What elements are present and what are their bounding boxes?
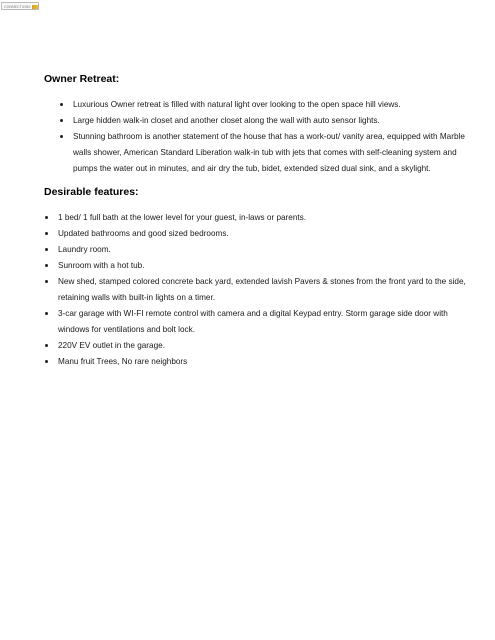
section-heading-owner-retreat: Owner Retreat: <box>44 73 120 85</box>
list-item: New shed, stamped colored concrete back yard, extended lavish Pavers & stones from the front yard to the side, retaining walls with built-in lights on a timer. <box>58 274 472 306</box>
list-item: 220V EV outlet in the garage. <box>58 338 472 354</box>
list-item: Manu fruit Trees, No rare neighbors <box>58 354 472 370</box>
brand-logo-mark <box>32 5 39 9</box>
list-item: Updated bathrooms and good sized bedrooms. <box>58 226 472 242</box>
list-item: Laundry room. <box>58 242 472 258</box>
owner-retreat-list <box>44 97 472 177</box>
list-item: 1 bed/ 1 full bath at the lower level for your guest, in-laws or parents. <box>58 210 472 226</box>
list-item: 3-car garage with WI-FI remote control with camera and a digital Keypad entry. Storm garage side door with windows for ventilations and bolt lock. <box>58 306 472 338</box>
list-item: Luxurious Owner retreat is filled with natural light over looking to the open space hill views. <box>73 97 472 113</box>
brand-logo-text: CONNECTIONS <box>4 5 31 9</box>
list-item: Sunroom with a hot tub. <box>58 258 472 274</box>
desirable-features-list <box>44 210 472 370</box>
document-body <box>44 72 472 370</box>
section-heading-desirable-features: Desirable features: <box>44 186 139 198</box>
brand-logo <box>1 2 39 10</box>
list-item: Stunning bathroom is another statement of the house that has a work-out/ vanity area, equipped with Marble walls shower, American Standard Liberation walk-in tub with jets that comes with self-cleaning system and pumps the water out in minutes, and air dry the tub, bidet, extended sized dual sink, and a skylight. <box>73 129 472 177</box>
list-item: Large hidden walk-in closet and another closet along the wall with auto sensor lights. <box>73 113 472 129</box>
